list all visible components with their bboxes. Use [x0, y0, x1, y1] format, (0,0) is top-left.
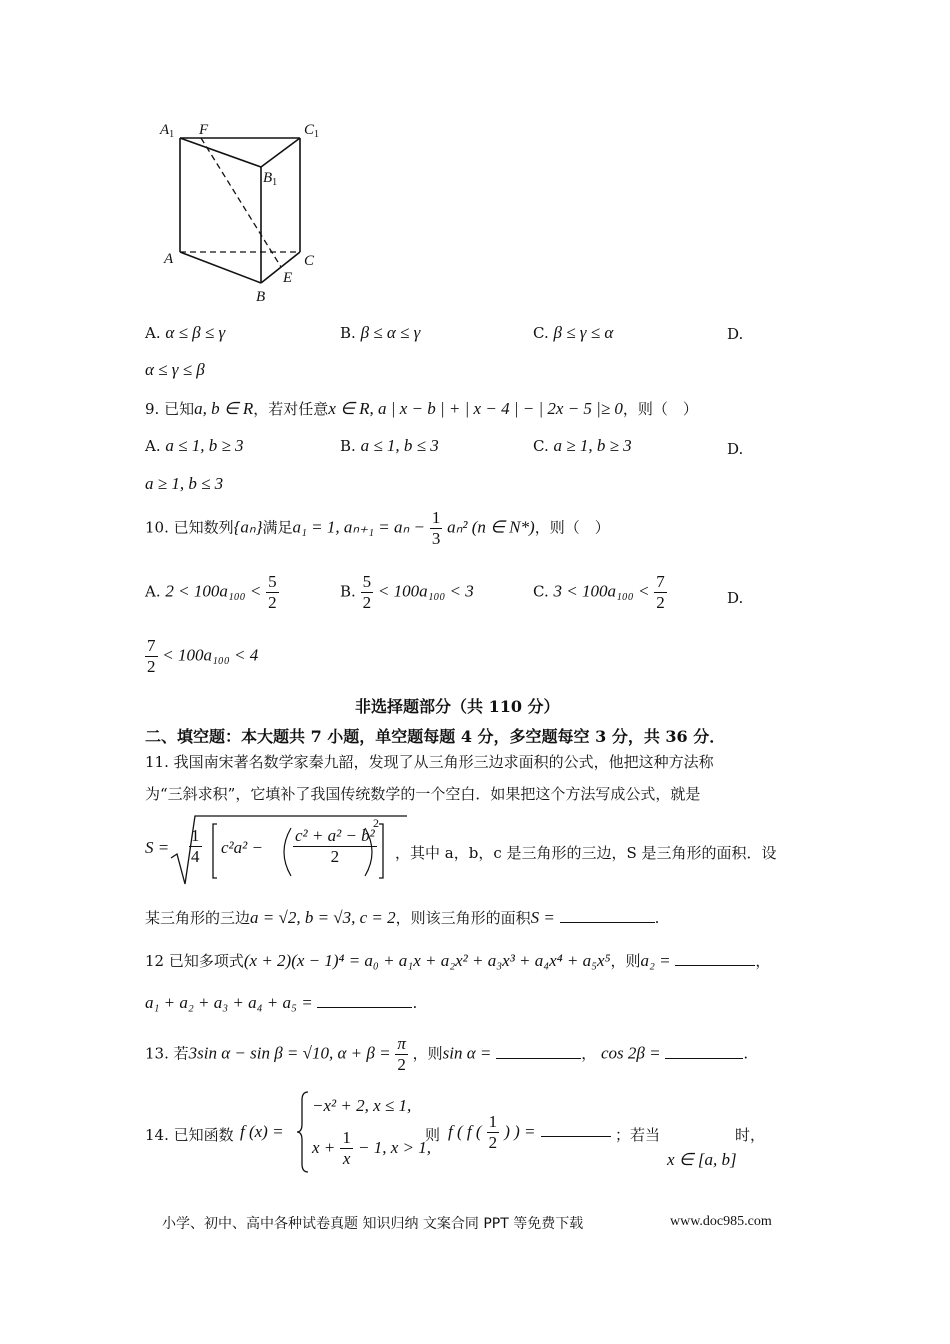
q10-option-d-label: D. — [727, 589, 744, 607]
q9-option-a: A. a ≤ 1, b ≥ 3 — [145, 436, 244, 455]
edge-b-c — [261, 252, 300, 283]
q11-line-1: 11. 我国南宋著名数学家秦九韶，发现了从三角形三边求面积的公式，他把这种方法称 — [145, 753, 714, 771]
q11-answer-blank[interactable] — [560, 906, 655, 923]
q9-option-d-label: D. — [727, 440, 744, 458]
q10-option-c: C. 3 < 100a₁₀₀ < $\frac{7}{2}$ — [533, 572, 665, 612]
q8-option-c: C. β ≤ γ ≤ α — [533, 323, 614, 342]
edge-a-b — [180, 252, 261, 283]
q10-stem: 10. 已知数列{aₙ}满足a₁ = 1, aₙ₊₁ = aₙ − $\frac{1}{3}$ aₙ² (n ∈ N*)，则（ ） — [145, 508, 610, 548]
q14-ff-expression: f ( f ( $\frac{1}{2}$ ) ) = — [448, 1112, 611, 1153]
q12-sum-blank[interactable] — [317, 991, 412, 1008]
q12-a2-blank[interactable] — [675, 949, 755, 966]
piecewise-brace — [296, 1090, 310, 1174]
label-f: F — [199, 122, 209, 138]
label-c1: $C_1$ — [304, 122, 320, 140]
q11-line-3: ，其中 a，b，c 是三角形的三边，S 是三角形的面积．设 — [395, 844, 777, 862]
q9-option-b: B. a ≤ 1, b ≤ 3 — [340, 436, 439, 455]
edge-b1-c1 — [261, 138, 300, 167]
q13-sin-blank[interactable] — [496, 1042, 581, 1059]
q9-option-c: C. a ≥ 1, b ≥ 3 — [533, 436, 632, 455]
q14-then: 则 — [425, 1126, 441, 1144]
section-heading: 二、填空题：本大题共 7 小题，单空题每题 4 分，多空题每空 3 分，共 36 分． — [145, 727, 726, 746]
q13-cos-blank[interactable] — [665, 1042, 743, 1059]
q9-stem: 9. 已知a, b ∈ R，若对任意x ∈ R, a | x − b | + | x − 4 | − | 2x − 5 |≥ 0，则（ ） — [145, 399, 698, 418]
q9-option-d: a ≥ 1, b ≤ 3 — [145, 474, 224, 493]
edge-a1-b1 — [180, 138, 261, 167]
label-e: E — [283, 270, 293, 286]
footer-url[interactable]: www.doc985.com — [670, 1214, 772, 1229]
q8-option-d: α ≤ γ ≤ β — [145, 360, 205, 379]
q14-when: 时， — [735, 1126, 766, 1144]
label-a1: $A_1$ — [160, 122, 175, 140]
q12-line-2: a₁ + a₂ + a₃ + a₄ + a₅ = . — [145, 993, 418, 1012]
footer-text: 小学、初中、高中各种试卷真题 知识归纳 文案合同 PPT 等免费下载 — [162, 1216, 584, 1232]
segment-f-e — [201, 138, 281, 267]
q14-case-1: −x² + 2, x ≤ 1, — [312, 1096, 412, 1115]
q10-option-d: $\frac{7}{2}$ < 100a₁₀₀ < 4 — [147, 636, 259, 676]
q14-fx: f (x) = — [240, 1122, 284, 1141]
q14-interval: x ∈ [a, b] — [667, 1150, 737, 1169]
q14-prefix: 14. 已知函数 — [145, 1126, 234, 1144]
q8-option-b: B. β ≤ α ≤ γ — [340, 323, 421, 342]
q12-line-1: 12 已知多项式(x + 2)(x − 1)⁴ = a₀ + a₁x + a₂x² + a₃x³ + a₄x⁴ + a₅x⁵，则a₂ = ， — [145, 951, 771, 970]
label-c: C — [304, 253, 315, 269]
q14-if-when: ；若当 — [615, 1126, 661, 1144]
q10-option-b: B. $\frac{5}{2}$ < 100a₁₀₀ < 3 — [340, 572, 474, 612]
q11-formula: S = $\frac{1}{4}$ c²a² − $\frac{\text{c² + a² − b²}}{2}$ 2 — [145, 812, 405, 888]
prism-figure — [150, 115, 340, 310]
q11-line-4: 某三角形的三边a = √2, b = √3, c = 2，则该三角形的面积S = . — [145, 908, 660, 927]
section-title: 非选择题部分（共 110 分） — [355, 697, 560, 716]
q8-option-a: A. α ≤ β ≤ γ — [145, 323, 226, 342]
label-b: B — [256, 289, 266, 305]
q14-ff-blank[interactable] — [541, 1120, 611, 1137]
q14-case-2: x + $\frac{1}{x}$ − 1, x > 1, — [312, 1128, 431, 1168]
q11-line-2: 为“三斜求积”，它填补了我国传统数学的一个空白．如果把这个方法写成公式，就是 — [145, 785, 701, 803]
q8-option-d-label: D. — [727, 325, 744, 343]
q10-option-a: A. 2 < 100a₁₀₀ < $\frac{5}{2}$ — [145, 572, 277, 612]
label-a: A — [164, 251, 174, 267]
label-b1: $B_1$ — [263, 170, 278, 188]
q13-line: 13. 若3sin α − sin β = √10, α + β = $\frac{\pi}{2}$ ，则sin α = ， cos 2β = . — [145, 1034, 749, 1074]
